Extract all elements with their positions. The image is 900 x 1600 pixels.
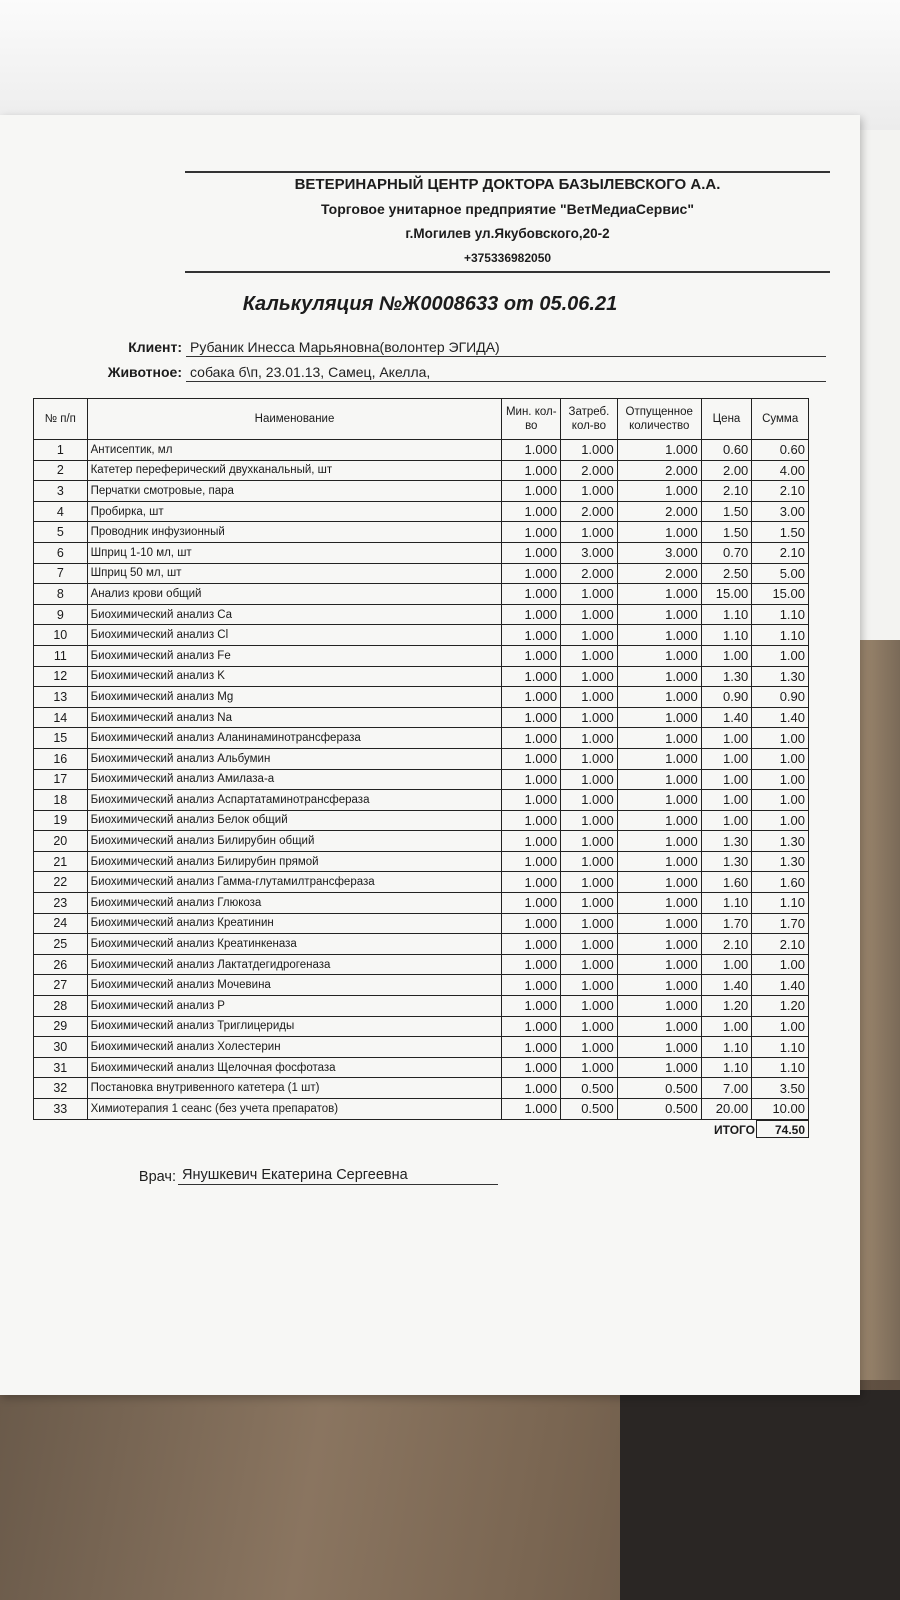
cell-name: Биохимический анализ K bbox=[87, 666, 502, 687]
table-row bbox=[34, 666, 809, 687]
cell-released-qty: 3.000 bbox=[617, 542, 701, 563]
cell-price: 1.10 bbox=[701, 893, 752, 914]
cell-released-qty: 1.000 bbox=[617, 934, 701, 955]
cell-name: Биохимический анализ Na bbox=[87, 707, 502, 728]
cell-req-qty: 1.000 bbox=[561, 1016, 618, 1037]
cell-req-qty: 1.000 bbox=[561, 996, 618, 1017]
cell-name: Биохимический анализ Аланинаминотрансфераза bbox=[87, 728, 502, 749]
background-top bbox=[0, 0, 900, 130]
cell-min-qty: 1.000 bbox=[502, 893, 561, 914]
cell-released-qty: 1.000 bbox=[617, 625, 701, 646]
cell-req-qty: 1.000 bbox=[561, 954, 618, 975]
cell-req-qty: 1.000 bbox=[561, 707, 618, 728]
cell-name: Биохимический анализ Гамма-глутамилтрансфераза bbox=[87, 872, 502, 893]
cell-price: 1.00 bbox=[701, 1016, 752, 1037]
cell-sum: 1.10 bbox=[752, 1057, 809, 1078]
cell-min-qty: 1.000 bbox=[502, 666, 561, 687]
cell-sum: 0.60 bbox=[752, 440, 809, 461]
company-name: Торговое унитарное предприятие "ВетМедиаСервис" bbox=[321, 201, 694, 217]
cell-name: Катетер переферический двухканальный, шт bbox=[87, 460, 502, 481]
cell-no: 31 bbox=[34, 1057, 88, 1078]
cell-no: 25 bbox=[34, 934, 88, 955]
cell-no: 23 bbox=[34, 893, 88, 914]
cell-req-qty: 1.000 bbox=[561, 831, 618, 852]
cell-req-qty: 1.000 bbox=[561, 893, 618, 914]
cell-sum: 10.00 bbox=[752, 1099, 809, 1120]
cell-no: 19 bbox=[34, 810, 88, 831]
cell-name: Биохимический анализ Белок общий bbox=[87, 810, 502, 831]
doctor-label: Врач: bbox=[138, 1169, 176, 1185]
cell-min-qty: 1.000 bbox=[502, 975, 561, 996]
cell-min-qty: 1.000 bbox=[502, 996, 561, 1017]
cell-min-qty: 1.000 bbox=[502, 790, 561, 811]
cell-sum: 1.30 bbox=[752, 831, 809, 852]
table-row bbox=[34, 460, 809, 481]
cell-req-qty: 2.000 bbox=[561, 460, 618, 481]
cell-min-qty: 1.000 bbox=[502, 584, 561, 605]
cell-no: 4 bbox=[34, 501, 88, 522]
table-row bbox=[34, 893, 809, 914]
cell-min-qty: 1.000 bbox=[502, 1057, 561, 1078]
cell-no: 17 bbox=[34, 769, 88, 790]
cell-min-qty: 1.000 bbox=[502, 1037, 561, 1058]
cell-name: Биохимический анализ Мочевина bbox=[87, 975, 502, 996]
cell-price: 7.00 bbox=[701, 1078, 752, 1099]
cell-price: 1.50 bbox=[701, 501, 752, 522]
cell-released-qty: 1.000 bbox=[617, 707, 701, 728]
cell-req-qty: 1.000 bbox=[561, 440, 618, 461]
cell-price: 2.00 bbox=[701, 460, 752, 481]
table-row bbox=[34, 542, 809, 563]
cell-released-qty: 1.000 bbox=[617, 790, 701, 811]
cell-req-qty: 1.000 bbox=[561, 790, 618, 811]
table-row bbox=[34, 728, 809, 749]
cell-price: 1.20 bbox=[701, 996, 752, 1017]
cell-no: 2 bbox=[34, 460, 88, 481]
cell-name: Биохимический анализ Билирубин общий bbox=[87, 831, 502, 852]
table-row bbox=[34, 584, 809, 605]
cell-min-qty: 1.000 bbox=[502, 604, 561, 625]
animal-label: Животное: bbox=[107, 364, 182, 380]
cell-sum: 1.20 bbox=[752, 996, 809, 1017]
cell-price: 1.40 bbox=[701, 975, 752, 996]
cell-min-qty: 1.000 bbox=[502, 707, 561, 728]
center-name: ВЕТЕРИНАРНЫЙ ЦЕНТР ДОКТОРА БАЗЫЛЕВСКОГО А.А. bbox=[294, 176, 721, 193]
cell-name: Биохимический анализ Билирубин прямой bbox=[87, 851, 502, 872]
cell-no: 8 bbox=[34, 584, 88, 605]
cell-no: 24 bbox=[34, 913, 88, 934]
cell-released-qty: 1.000 bbox=[617, 810, 701, 831]
company-address: г.Могилев ул.Якубовского,20-2 bbox=[405, 226, 610, 241]
cell-no: 3 bbox=[34, 481, 88, 502]
cell-req-qty: 1.000 bbox=[561, 604, 618, 625]
table-row bbox=[34, 501, 809, 522]
cell-name: Биохимический анализ Амилаза-а bbox=[87, 769, 502, 790]
cell-price: 1.00 bbox=[701, 769, 752, 790]
cell-name: Биохимический анализ Креатинкеназа bbox=[87, 934, 502, 955]
cell-released-qty: 2.000 bbox=[617, 563, 701, 584]
cell-name: Биохимический анализ Mg bbox=[87, 687, 502, 708]
cell-min-qty: 1.000 bbox=[502, 687, 561, 708]
cell-sum: 2.10 bbox=[752, 542, 809, 563]
table-row bbox=[34, 810, 809, 831]
table-row bbox=[34, 975, 809, 996]
table-row bbox=[34, 913, 809, 934]
cell-sum: 1.00 bbox=[752, 810, 809, 831]
header-bottom-rule bbox=[185, 271, 830, 273]
cell-min-qty: 1.000 bbox=[502, 851, 561, 872]
table-row bbox=[34, 748, 809, 769]
cell-released-qty: 1.000 bbox=[617, 1016, 701, 1037]
cell-released-qty: 1.000 bbox=[617, 893, 701, 914]
cell-req-qty: 1.000 bbox=[561, 687, 618, 708]
cell-sum: 1.00 bbox=[752, 1016, 809, 1037]
cell-no: 30 bbox=[34, 1037, 88, 1058]
cell-sum: 1.00 bbox=[752, 769, 809, 790]
cell-released-qty: 0.500 bbox=[617, 1078, 701, 1099]
table-row bbox=[34, 831, 809, 852]
cell-name: Анализ крови общий bbox=[87, 584, 502, 605]
cell-price: 2.10 bbox=[701, 934, 752, 955]
cell-name: Биохимический анализ Ca bbox=[87, 604, 502, 625]
cell-min-qty: 1.000 bbox=[502, 748, 561, 769]
cell-sum: 1.10 bbox=[752, 893, 809, 914]
cell-req-qty: 1.000 bbox=[561, 913, 618, 934]
cell-sum: 2.10 bbox=[752, 934, 809, 955]
cell-min-qty: 1.000 bbox=[502, 1078, 561, 1099]
cell-name: Биохимический анализ Щелочная фосфотаза bbox=[87, 1057, 502, 1078]
cell-name: Биохимический анализ Fe bbox=[87, 645, 502, 666]
cell-no: 20 bbox=[34, 831, 88, 852]
cell-name: Биохимический анализ Cl bbox=[87, 625, 502, 646]
cell-min-qty: 1.000 bbox=[502, 810, 561, 831]
table-row bbox=[34, 687, 809, 708]
cell-released-qty: 2.000 bbox=[617, 460, 701, 481]
cell-released-qty: 1.000 bbox=[617, 584, 701, 605]
cell-released-qty: 1.000 bbox=[617, 975, 701, 996]
cell-no: 15 bbox=[34, 728, 88, 749]
cell-released-qty: 1.000 bbox=[617, 522, 701, 543]
table-row bbox=[34, 790, 809, 811]
cell-released-qty: 1.000 bbox=[617, 481, 701, 502]
cell-released-qty: 1.000 bbox=[617, 666, 701, 687]
cell-min-qty: 1.000 bbox=[502, 481, 561, 502]
col-header-no: № п/п bbox=[34, 399, 88, 440]
table-header-row bbox=[34, 399, 809, 440]
cell-price: 1.10 bbox=[701, 1057, 752, 1078]
cell-price: 1.30 bbox=[701, 851, 752, 872]
table-row bbox=[34, 1057, 809, 1078]
cell-released-qty: 1.000 bbox=[617, 1037, 701, 1058]
cell-name: Шприц 1-10 мл, шт bbox=[87, 542, 502, 563]
cell-no: 9 bbox=[34, 604, 88, 625]
cell-min-qty: 1.000 bbox=[502, 501, 561, 522]
cell-sum: 1.00 bbox=[752, 728, 809, 749]
cell-released-qty: 1.000 bbox=[617, 728, 701, 749]
cell-min-qty: 1.000 bbox=[502, 954, 561, 975]
cell-no: 26 bbox=[34, 954, 88, 975]
document-title: Калькуляция №Ж0008633 от 05.06.21 bbox=[242, 293, 618, 315]
cell-sum: 1.60 bbox=[752, 872, 809, 893]
cell-price: 1.30 bbox=[701, 666, 752, 687]
cell-name: Биохимический анализ Холестерин bbox=[87, 1037, 502, 1058]
cell-no: 14 bbox=[34, 707, 88, 728]
cell-name: Проводник инфузионный bbox=[87, 522, 502, 543]
cell-min-qty: 1.000 bbox=[502, 542, 561, 563]
background-dark-object bbox=[620, 1390, 900, 1600]
table-row bbox=[34, 625, 809, 646]
cell-price: 1.10 bbox=[701, 625, 752, 646]
cell-name: Биохимический анализ Р bbox=[87, 996, 502, 1017]
cell-released-qty: 2.000 bbox=[617, 501, 701, 522]
cell-released-qty: 1.000 bbox=[617, 913, 701, 934]
table-row bbox=[34, 1099, 809, 1120]
cell-name: Пробирка, шт bbox=[87, 501, 502, 522]
cell-no: 16 bbox=[34, 748, 88, 769]
cell-min-qty: 1.000 bbox=[502, 625, 561, 646]
cell-req-qty: 1.000 bbox=[561, 851, 618, 872]
cell-price: 1.40 bbox=[701, 707, 752, 728]
cell-min-qty: 1.000 bbox=[502, 440, 561, 461]
cell-name: Биохимический анализ Креатинин bbox=[87, 913, 502, 934]
cell-sum: 1.50 bbox=[752, 522, 809, 543]
table-row bbox=[34, 769, 809, 790]
table-row bbox=[34, 872, 809, 893]
cell-min-qty: 1.000 bbox=[502, 1099, 561, 1120]
cell-req-qty: 1.000 bbox=[561, 728, 618, 749]
cell-min-qty: 1.000 bbox=[502, 522, 561, 543]
cell-no: 21 bbox=[34, 851, 88, 872]
cell-price: 2.10 bbox=[701, 481, 752, 502]
table-row bbox=[34, 996, 809, 1017]
cell-price: 1.00 bbox=[701, 728, 752, 749]
header-top-rule bbox=[185, 171, 830, 173]
cell-min-qty: 1.000 bbox=[502, 1016, 561, 1037]
client-value: Рубаник Инесса Марьяновна(волонтер ЭГИДА) bbox=[186, 337, 826, 357]
cell-req-qty: 1.000 bbox=[561, 975, 618, 996]
table-row bbox=[34, 1016, 809, 1037]
cell-sum: 1.70 bbox=[752, 913, 809, 934]
table-row bbox=[34, 481, 809, 502]
table-row bbox=[34, 1037, 809, 1058]
table-row bbox=[34, 954, 809, 975]
cell-released-qty: 1.000 bbox=[617, 996, 701, 1017]
cell-price: 1.00 bbox=[701, 748, 752, 769]
cell-no: 22 bbox=[34, 872, 88, 893]
cell-released-qty: 1.000 bbox=[617, 954, 701, 975]
cell-sum: 2.10 bbox=[752, 481, 809, 502]
cell-req-qty: 1.000 bbox=[561, 645, 618, 666]
cell-no: 18 bbox=[34, 790, 88, 811]
cell-price: 1.30 bbox=[701, 831, 752, 852]
cell-req-qty: 1.000 bbox=[561, 522, 618, 543]
table-row bbox=[34, 563, 809, 584]
cell-name: Биохимический анализ Лактатдегидрогеназа bbox=[87, 954, 502, 975]
table-row bbox=[34, 522, 809, 543]
cell-sum: 15.00 bbox=[752, 584, 809, 605]
cell-sum: 1.00 bbox=[752, 748, 809, 769]
col-header-sum: Сумма bbox=[752, 399, 809, 440]
cell-sum: 4.00 bbox=[752, 460, 809, 481]
cell-price: 1.60 bbox=[701, 872, 752, 893]
cell-sum: 0.90 bbox=[752, 687, 809, 708]
cell-req-qty: 1.000 bbox=[561, 666, 618, 687]
cell-released-qty: 1.000 bbox=[617, 1057, 701, 1078]
cell-price: 0.90 bbox=[701, 687, 752, 708]
cell-no: 32 bbox=[34, 1078, 88, 1099]
table-row bbox=[34, 604, 809, 625]
cell-req-qty: 1.000 bbox=[561, 584, 618, 605]
cell-min-qty: 1.000 bbox=[502, 872, 561, 893]
col-header-req-qty: Затреб. кол-во bbox=[561, 399, 618, 440]
company-phone: +375336982050 bbox=[463, 251, 552, 265]
cell-min-qty: 1.000 bbox=[502, 934, 561, 955]
calculation-table bbox=[33, 398, 809, 1120]
cell-name: Биохимический анализ Глюкоза bbox=[87, 893, 502, 914]
cell-sum: 1.00 bbox=[752, 954, 809, 975]
cell-price: 0.60 bbox=[701, 440, 752, 461]
cell-req-qty: 1.000 bbox=[561, 481, 618, 502]
cell-released-qty: 1.000 bbox=[617, 831, 701, 852]
cell-sum: 1.10 bbox=[752, 604, 809, 625]
cell-sum: 1.40 bbox=[752, 975, 809, 996]
cell-released-qty: 1.000 bbox=[617, 604, 701, 625]
cell-price: 1.10 bbox=[701, 1037, 752, 1058]
cell-price: 1.00 bbox=[701, 645, 752, 666]
cell-name: Биохимический анализ Альбумин bbox=[87, 748, 502, 769]
cell-min-qty: 1.000 bbox=[502, 831, 561, 852]
cell-min-qty: 1.000 bbox=[502, 563, 561, 584]
col-header-name: Наименование bbox=[87, 399, 502, 440]
cell-released-qty: 1.000 bbox=[617, 851, 701, 872]
doctor-value: Янушкевич Екатерина Сергеевна bbox=[178, 1165, 498, 1185]
table-row bbox=[34, 440, 809, 461]
cell-sum: 1.30 bbox=[752, 666, 809, 687]
cell-req-qty: 1.000 bbox=[561, 872, 618, 893]
cell-price: 1.50 bbox=[701, 522, 752, 543]
cell-no: 27 bbox=[34, 975, 88, 996]
cell-sum: 1.00 bbox=[752, 790, 809, 811]
cell-min-qty: 1.000 bbox=[502, 460, 561, 481]
cell-no: 7 bbox=[34, 563, 88, 584]
cell-sum: 1.30 bbox=[752, 851, 809, 872]
cell-name: Антисептик, мл bbox=[87, 440, 502, 461]
cell-price: 20.00 bbox=[701, 1099, 752, 1120]
col-header-released-qty: Отпущенное количество bbox=[617, 399, 701, 440]
background-desk-edge bbox=[855, 640, 900, 1400]
cell-price: 1.00 bbox=[701, 954, 752, 975]
cell-price: 2.50 bbox=[701, 563, 752, 584]
cell-sum: 3.50 bbox=[752, 1078, 809, 1099]
total-value: 74.50 bbox=[756, 1120, 809, 1138]
cell-price: 1.70 bbox=[701, 913, 752, 934]
cell-req-qty: 1.000 bbox=[561, 810, 618, 831]
animal-value: собака б\п, 23.01.13, Самец, Акелла, bbox=[186, 362, 826, 382]
cell-no: 28 bbox=[34, 996, 88, 1017]
table-row bbox=[34, 645, 809, 666]
cell-no: 13 bbox=[34, 687, 88, 708]
table-row bbox=[34, 1078, 809, 1099]
cell-price: 15.00 bbox=[701, 584, 752, 605]
cell-name: Биохимический анализ Триглицериды bbox=[87, 1016, 502, 1037]
cell-min-qty: 1.000 bbox=[502, 913, 561, 934]
cell-released-qty: 1.000 bbox=[617, 872, 701, 893]
cell-no: 11 bbox=[34, 645, 88, 666]
cell-released-qty: 1.000 bbox=[617, 440, 701, 461]
cell-min-qty: 1.000 bbox=[502, 728, 561, 749]
cell-no: 10 bbox=[34, 625, 88, 646]
table-row bbox=[34, 707, 809, 728]
cell-sum: 1.10 bbox=[752, 625, 809, 646]
cell-min-qty: 1.000 bbox=[502, 645, 561, 666]
cell-req-qty: 1.000 bbox=[561, 934, 618, 955]
cell-no: 29 bbox=[34, 1016, 88, 1037]
table-body bbox=[34, 440, 809, 1120]
table-row bbox=[34, 934, 809, 955]
cell-name: Биохимический анализ Аспартатаминотрансфераза bbox=[87, 790, 502, 811]
cell-req-qty: 3.000 bbox=[561, 542, 618, 563]
cell-req-qty: 1.000 bbox=[561, 1057, 618, 1078]
cell-min-qty: 1.000 bbox=[502, 769, 561, 790]
cell-price: 0.70 bbox=[701, 542, 752, 563]
cell-released-qty: 1.000 bbox=[617, 687, 701, 708]
col-header-price: Цена bbox=[701, 399, 752, 440]
cell-released-qty: 0.500 bbox=[617, 1099, 701, 1120]
cell-no: 12 bbox=[34, 666, 88, 687]
cell-req-qty: 2.000 bbox=[561, 501, 618, 522]
cell-name: Шприц 50 мл, шт bbox=[87, 563, 502, 584]
cell-req-qty: 1.000 bbox=[561, 625, 618, 646]
cell-req-qty: 1.000 bbox=[561, 1037, 618, 1058]
cell-name: Перчатки смотровые, пара bbox=[87, 481, 502, 502]
cell-price: 1.10 bbox=[701, 604, 752, 625]
cell-no: 6 bbox=[34, 542, 88, 563]
cell-req-qty: 0.500 bbox=[561, 1099, 618, 1120]
total-label: ИТОГО bbox=[714, 1123, 755, 1137]
cell-no: 33 bbox=[34, 1099, 88, 1120]
client-label: Клиент: bbox=[128, 339, 182, 355]
cell-name: Постановка внутривенного катетера (1 шт) bbox=[87, 1078, 502, 1099]
cell-req-qty: 1.000 bbox=[561, 769, 618, 790]
cell-name: Химиотерапия 1 сеанс (без учета препаратов) bbox=[87, 1099, 502, 1120]
cell-req-qty: 0.500 bbox=[561, 1078, 618, 1099]
cell-released-qty: 1.000 bbox=[617, 769, 701, 790]
cell-sum: 1.40 bbox=[752, 707, 809, 728]
cell-released-qty: 1.000 bbox=[617, 645, 701, 666]
table-row bbox=[34, 851, 809, 872]
cell-price: 1.00 bbox=[701, 810, 752, 831]
cell-price: 1.00 bbox=[701, 790, 752, 811]
col-header-min-qty: Мин. кол-во bbox=[502, 399, 561, 440]
cell-released-qty: 1.000 bbox=[617, 748, 701, 769]
cell-sum: 3.00 bbox=[752, 501, 809, 522]
cell-sum: 5.00 bbox=[752, 563, 809, 584]
cell-req-qty: 2.000 bbox=[561, 563, 618, 584]
cell-sum: 1.00 bbox=[752, 645, 809, 666]
cell-sum: 1.10 bbox=[752, 1037, 809, 1058]
cell-no: 5 bbox=[34, 522, 88, 543]
cell-no: 1 bbox=[34, 440, 88, 461]
cell-req-qty: 1.000 bbox=[561, 748, 618, 769]
